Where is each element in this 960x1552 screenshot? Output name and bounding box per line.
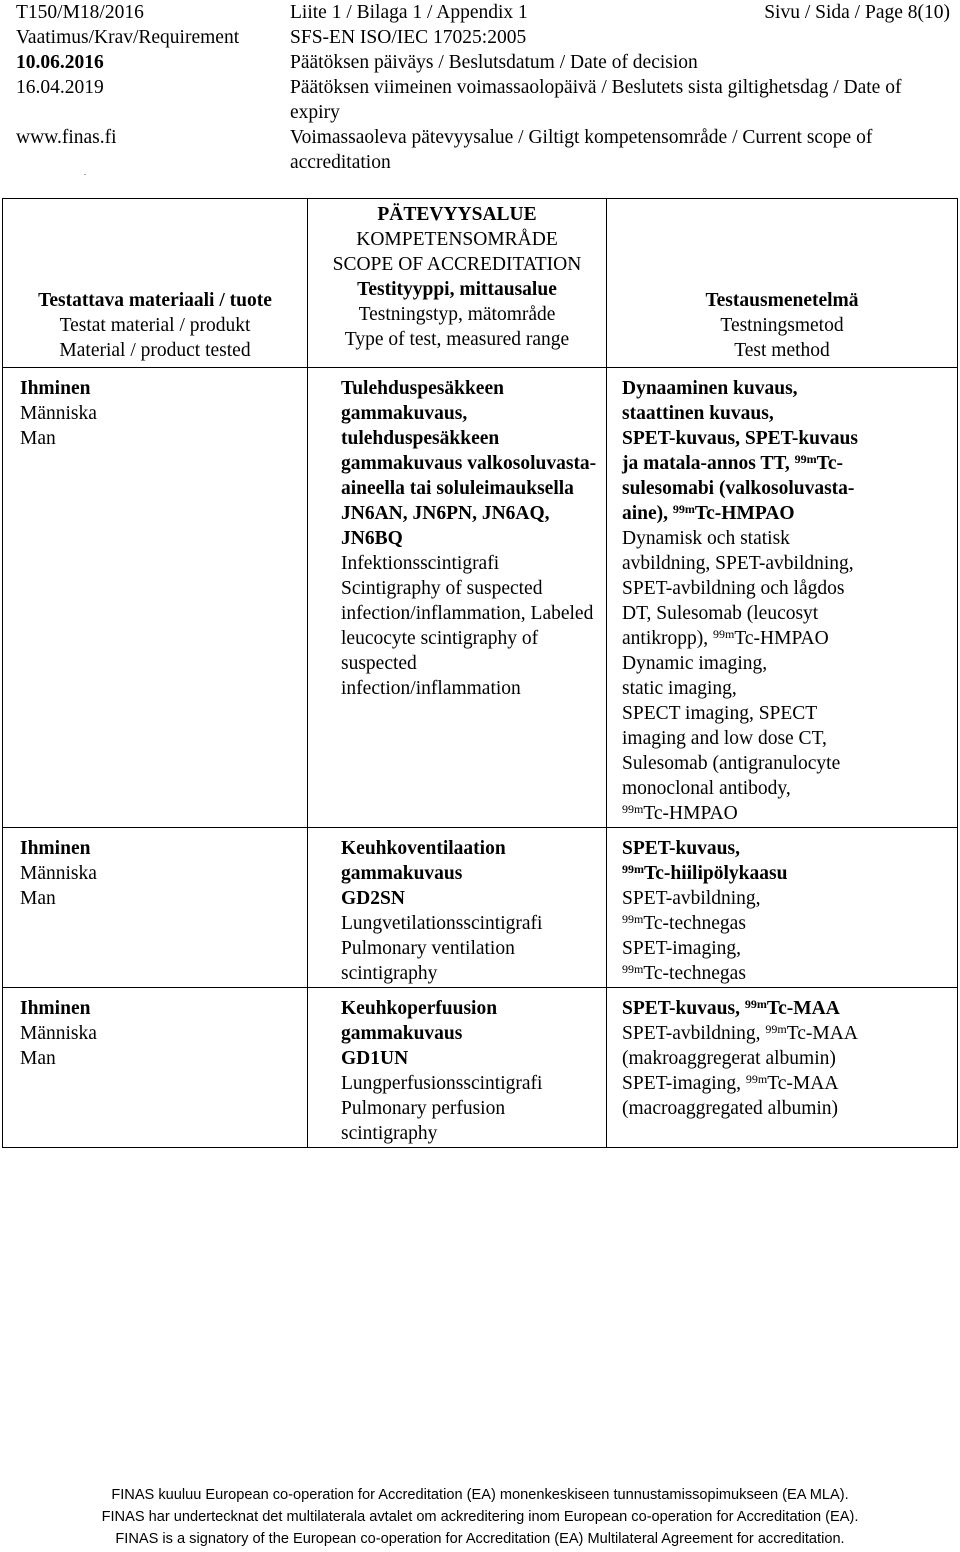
cell-text: $^{99m}$Tc-HMPAO bbox=[622, 802, 738, 824]
cell-text: Infektionsscintigrafi bbox=[341, 553, 500, 574]
cell-text: Man bbox=[20, 428, 56, 449]
method-column-header bbox=[607, 199, 958, 368]
cell-text: Människa bbox=[20, 863, 97, 884]
cell-text: SPET-avbildning och lågdos bbox=[622, 578, 845, 599]
footer bbox=[0, 1484, 960, 1550]
cell-text: (macroaggregated albumin) bbox=[622, 1098, 839, 1119]
stray-dot: . bbox=[84, 168, 86, 177]
method-cell bbox=[607, 828, 958, 988]
table-row bbox=[3, 368, 958, 828]
cell-text: JN6BQ bbox=[341, 528, 403, 549]
cell-text: SPECT imaging, SPECT bbox=[622, 703, 818, 724]
cell-text: suspected bbox=[341, 653, 417, 674]
cell-text: Lungvetilationsscintigrafi bbox=[341, 913, 543, 934]
cell-text: Människa bbox=[20, 1023, 97, 1044]
cell-text: SPET-kuvaus, SPET-kuvaus bbox=[622, 428, 858, 449]
cell-text: imaging and low dose CT, bbox=[622, 728, 827, 749]
scope-table bbox=[2, 198, 958, 1148]
header-text: Testningsmetod bbox=[720, 315, 844, 336]
cell-text: aine), $^{99m}$Tc-HMPAO bbox=[622, 502, 795, 524]
footer-line-sv: FINAS har undertecknat det multilaterala avtalet om ackreditering inom European co-operation for Accreditation (EA). bbox=[101, 1509, 859, 1525]
footer-line-en: FINAS is a signatory of the European co-operation for Accreditation (EA) Multilateral Agreement for accreditation. bbox=[115, 1531, 845, 1547]
cell-text: Dynamic imaging, bbox=[622, 653, 768, 674]
cell-text: SPET-kuvaus, bbox=[622, 838, 740, 859]
cell-text: SPET-avbildning, $^{99m}$Tc-MAA bbox=[622, 1022, 858, 1044]
header-text: PÄTEVYYSALUE bbox=[377, 204, 537, 225]
cell-text: infection/inflammation bbox=[341, 678, 521, 699]
cell-text: SPET-kuvaus, $^{99m}$Tc-MAA bbox=[622, 997, 840, 1019]
website-link[interactable]: www.finas.fi bbox=[16, 127, 117, 148]
cell-text: leucocyte scintigraphy of bbox=[341, 628, 539, 649]
material-column-header bbox=[3, 199, 308, 368]
document-id: T150/M18/2016 bbox=[16, 2, 144, 23]
decision-date: 10.06.2016 bbox=[16, 52, 104, 73]
cell-text: scintigraphy bbox=[341, 1123, 438, 1144]
cell-text: Pulmonary perfusion bbox=[341, 1098, 506, 1119]
cell-text: $^{99m}$Tc-technegas bbox=[622, 962, 746, 984]
header-text: Testningstyp, mätområde bbox=[358, 304, 556, 325]
cell-text: Ihminen bbox=[20, 838, 91, 859]
cell-text: Människa bbox=[20, 403, 97, 424]
cell-text: (makroaggregerat albumin) bbox=[622, 1048, 836, 1069]
cell-text: monoclonal antibody, bbox=[622, 778, 791, 799]
cell-text: Tulehduspesäkkeen bbox=[341, 378, 504, 399]
cell-text: Dynamisk och statisk bbox=[622, 528, 790, 549]
footer-line-fi: FINAS kuuluu European co-operation for Accreditation (EA) monenkeskiseen tunnustamissopimukseen (EA MLA). bbox=[111, 1487, 849, 1503]
material-cell bbox=[3, 368, 308, 828]
test-cell bbox=[308, 828, 607, 988]
cell-text: Ihminen bbox=[20, 378, 91, 399]
cell-text: Lungperfusionsscintigrafi bbox=[341, 1073, 543, 1094]
method-cell bbox=[607, 988, 958, 1148]
table-row bbox=[3, 988, 958, 1148]
test-cell bbox=[308, 988, 607, 1148]
cell-text: gammakuvaus valkosoluvasta- bbox=[341, 453, 597, 474]
document-header bbox=[16, 0, 950, 175]
cell-text: Man bbox=[20, 1048, 56, 1069]
header-text: Testausmenetelmä bbox=[705, 290, 859, 311]
cell-text: DT, Sulesomab (leucosyt bbox=[622, 603, 819, 624]
appendix-label: Liite 1 / Bilaga 1 / Appendix 1 bbox=[290, 2, 528, 23]
header-text: Testattava materiaali / tuote bbox=[38, 290, 272, 311]
material-cell bbox=[3, 988, 308, 1148]
cell-text: antikropp), $^{99m}$Tc-HMPAO bbox=[622, 627, 829, 649]
cell-text: Dynaaminen kuvaus, bbox=[622, 378, 798, 399]
cell-text: Man bbox=[20, 888, 56, 909]
cell-text: Keuhkoperfuusion bbox=[341, 998, 498, 1019]
table-header-row bbox=[3, 199, 958, 368]
requirement-value: SFS-EN ISO/IEC 17025:2005 bbox=[290, 27, 527, 48]
page-number: Sivu / Sida / Page 8(10) bbox=[764, 2, 950, 23]
header-row bbox=[16, 125, 950, 175]
cell-text: Scintigraphy of suspected bbox=[341, 578, 543, 599]
cell-text: $^{99m}$Tc-hiilipölykaasu bbox=[622, 862, 788, 884]
decision-date-label: Päätöksen päiväys / Beslutsdatum / Date of decision bbox=[290, 52, 698, 73]
expiry-date: 16.04.2019 bbox=[16, 77, 104, 98]
cell-text: Keuhkoventilaation bbox=[341, 838, 506, 859]
cell-text: ja matala-annos TT, $^{99m}$Tc- bbox=[622, 452, 844, 474]
cell-text: GD2SN bbox=[341, 888, 405, 909]
cell-text: scintigraphy bbox=[341, 963, 438, 984]
cell-text: sulesomabi (valkosoluvasta- bbox=[622, 478, 855, 499]
test-cell bbox=[308, 368, 607, 828]
header-text: Testityyppi, mittausalue bbox=[357, 279, 557, 300]
material-cell bbox=[3, 828, 308, 988]
cell-text: SPET-imaging, $^{99m}$Tc-MAA bbox=[622, 1072, 839, 1094]
cell-text: Sulesomab (antigranulocyte bbox=[622, 753, 841, 774]
header-row bbox=[16, 50, 950, 75]
cell-text: gammakuvaus bbox=[341, 863, 463, 884]
cell-text: infection/inflammation, Labeled bbox=[341, 603, 594, 624]
header-text: SCOPE OF ACCREDITATION bbox=[332, 254, 582, 275]
test-type-column-header bbox=[308, 199, 607, 368]
method-cell bbox=[607, 368, 958, 828]
table-row bbox=[3, 828, 958, 988]
cell-text: SPET-imaging, bbox=[622, 938, 741, 959]
cell-text: gammakuvaus bbox=[341, 1023, 463, 1044]
header-text: KOMPETENSOMRÅDE bbox=[356, 229, 558, 250]
cell-text: aineella tai soluleimauksella bbox=[341, 478, 574, 499]
cell-text: JN6AN, JN6PN, JN6AQ, bbox=[341, 503, 550, 524]
cell-text: staattinen kuvaus, bbox=[622, 403, 774, 424]
requirement-label: Vaatimus/Krav/Requirement bbox=[16, 27, 240, 48]
cell-text: tulehduspesäkkeen bbox=[341, 428, 500, 449]
cell-text: gammakuvaus, bbox=[341, 403, 468, 424]
cell-text: GD1UN bbox=[341, 1048, 409, 1069]
header-text: Test method bbox=[734, 340, 830, 361]
expiry-date-label: Päätöksen viimeinen voimassaolopäivä / Beslutets sista giltighetsdag / Date of expiry bbox=[290, 77, 902, 123]
cell-text: SPET-avbildning, bbox=[622, 888, 761, 909]
cell-text: Pulmonary ventilation bbox=[341, 938, 515, 959]
header-row bbox=[16, 75, 950, 125]
cell-text: avbildning, SPET-avbildning, bbox=[622, 553, 854, 574]
header-text: Material / product tested bbox=[59, 340, 251, 361]
header-text: Type of test, measured range bbox=[344, 329, 570, 350]
scope-label: Voimassaoleva pätevyysalue / Giltigt kompetensområde / Current scope of accreditation bbox=[290, 127, 873, 173]
header-row bbox=[16, 0, 950, 25]
cell-text: static imaging, bbox=[622, 678, 737, 699]
cell-text: Ihminen bbox=[20, 998, 91, 1019]
header-text: Testat material / produkt bbox=[59, 315, 251, 336]
header-row bbox=[16, 25, 950, 50]
cell-text: $^{99m}$Tc-technegas bbox=[622, 912, 746, 934]
